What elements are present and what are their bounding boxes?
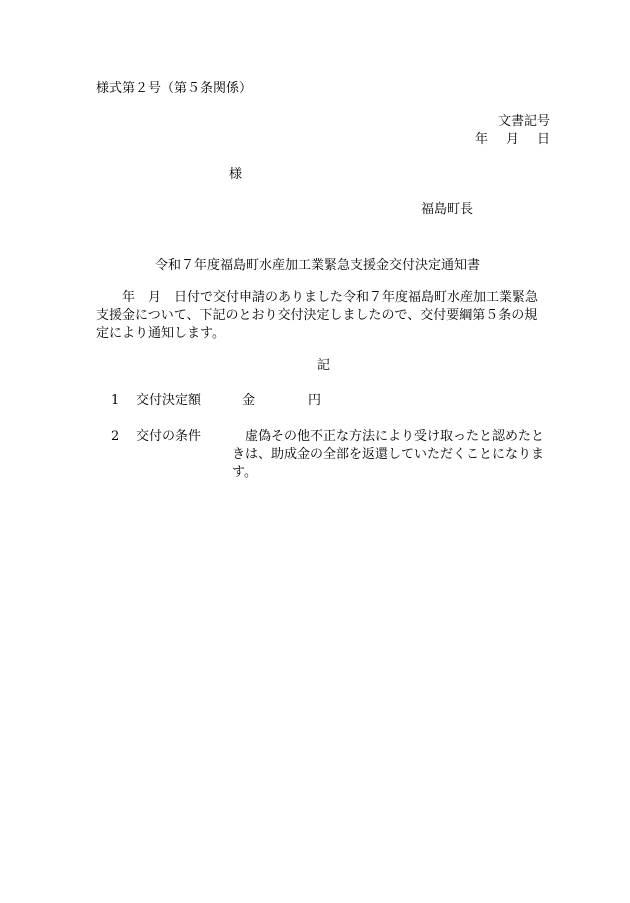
ki-heading: 記	[317, 358, 331, 373]
recipient-honorific: 様	[229, 167, 243, 182]
conditions-line: きは、助成金の全部を返還していただくことになりま	[232, 447, 545, 462]
conditions-line: 虚偽その他不正な方法により受け取ったと認めたと	[232, 429, 545, 444]
document-title: 令和７年度福島町水産加工業緊急支援金交付決定通知書	[155, 258, 481, 273]
item-number: 1	[111, 393, 120, 408]
currency-unit: 円	[308, 393, 322, 408]
month-label: 月	[505, 132, 519, 147]
sender-name: 福島町長	[421, 202, 474, 217]
item-number: 2	[111, 429, 120, 444]
date-line	[475, 131, 550, 148]
body-line: 年 月 日付で交付申請のありました令和７年度福島町水産加工業緊急	[96, 290, 539, 305]
currency-prefix: 金	[242, 393, 256, 408]
body-line: 定により通知します。	[96, 326, 225, 341]
day-label: 日	[536, 132, 550, 147]
item-label-grant-amount: 交付決定額	[136, 393, 202, 408]
body-paragraph	[96, 289, 554, 343]
body-line: 支援金について、下記のとおり交付決定しましたので、交付要綱第５条の規	[96, 308, 538, 323]
year-label: 年	[474, 132, 488, 147]
item-label-grant-conditions: 交付の条件	[136, 429, 202, 444]
grant-conditions-text	[232, 428, 554, 482]
form-number: 様式第２号（第５条関係）	[96, 81, 253, 96]
conditions-line: す。	[232, 465, 257, 480]
document-number-label: 文書記号	[497, 114, 550, 129]
